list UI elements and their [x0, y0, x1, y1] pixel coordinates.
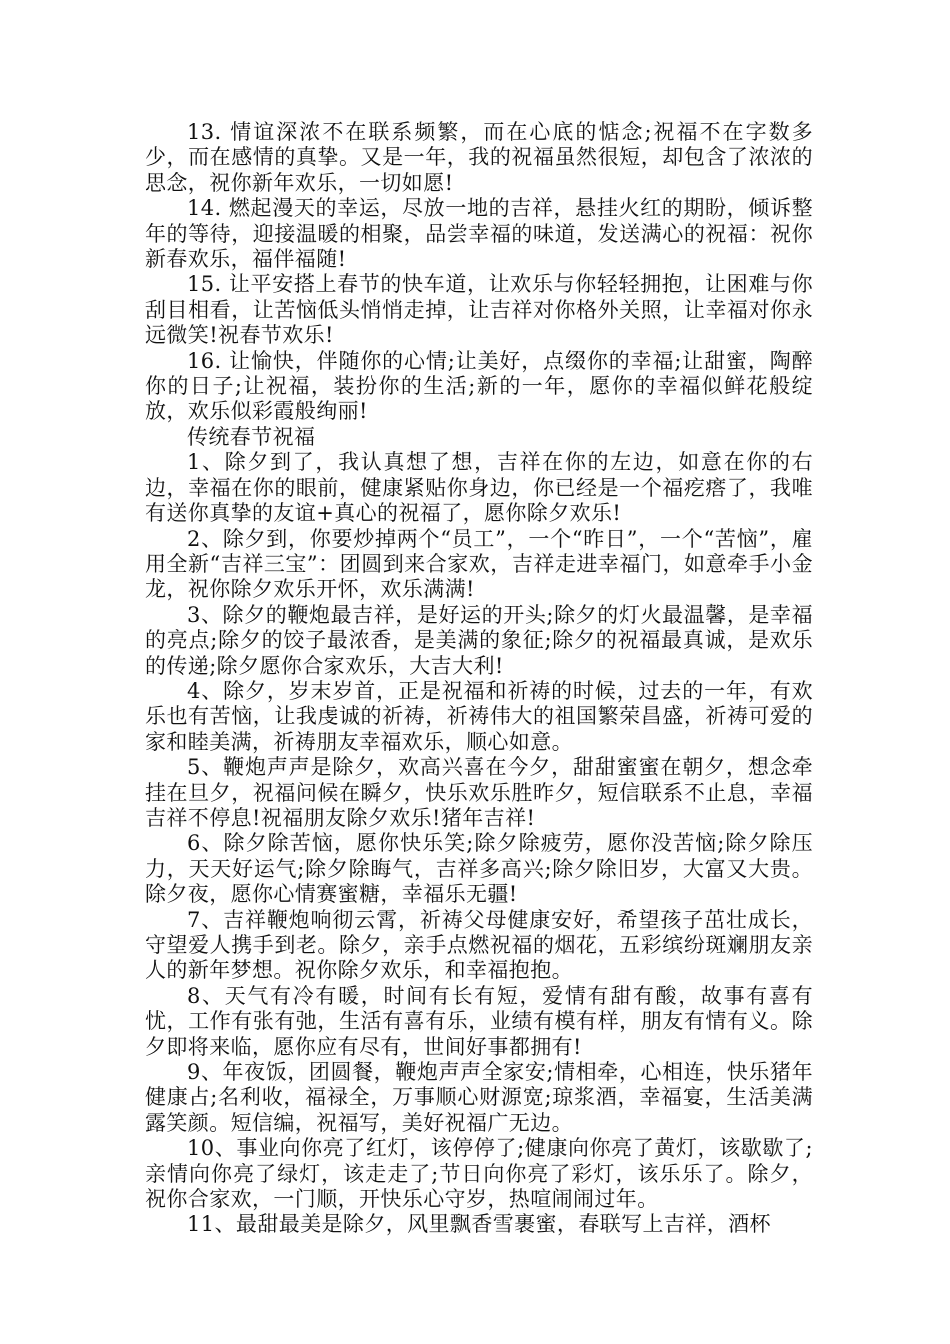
blessing-7: 7、吉祥鞭炮响彻云霄，祈祷父母健康安好，希望孩子茁壮成长，守望爱人携手到老。除夕，亲手点燃祝福的烟花，五彩缤纷斑斓朋友亲人的新年梦想。祝你除夕欢乐，和幸福抱抱。 [145, 907, 813, 983]
blessing-8: 8、天气有冷有暖，时间有长有短，爱情有甜有酸，故事有喜有忧，工作有张有弛，生活有喜有乐，业绩有模有样，朋友有情有义。除夕即将来临，愿你应有尽有，世间好事都拥有! [145, 983, 813, 1059]
blessing-1: 1、除夕到了，我认真想了想，吉祥在你的左边，如意在你的右边，幸福在你的眼前，健康紧贴你身边，你已经是一个福疙瘩了，我唯有送你真挚的友谊+真心的祝福了，愿你除夕欢乐! [145, 450, 813, 526]
blessing-6: 6、除夕除苦恼，愿你快乐笑;除夕除疲劳，愿你没苦恼;除夕除压力，天天好运气;除夕除晦气，吉祥多高兴;除夕除旧岁，大富又大贵。除夕夜，愿你心情赛蜜糖，幸福乐无疆! [145, 831, 813, 907]
section-heading: 传统春节祝福 [187, 424, 316, 449]
paragraph-13: 13. 情谊深浓不在联系频繁，而在心底的惦念;祝福不在字数多少，而在感情的真挚。又是一年，我的祝福虽然很短，却包含了浓浓的思念，祝你新年欢乐，一切如愿! [145, 120, 813, 195]
blessing-10: 10、事业向你亮了红灯，该停停了;健康向你亮了黄灯，该歇歇了;亲情向你亮了绿灯，该走走了;节日向你亮了彩灯，该乐乐了。除夕，祝你合家欢，一门顺，开快乐心守岁，热喧闹闹过年。 [145, 1136, 813, 1212]
blessing-5: 5、鞭炮声声是除夕，欢高兴喜在今夕，甜甜蜜蜜在朝夕，想念牵挂在旦夕，祝福问候在瞬夕，快乐欢乐胜昨夕，短信联系不止息，幸福吉祥不停息!祝福朋友除夕欢乐!猪年吉祥! [145, 755, 813, 830]
blessing-11: 11、最甜最美是除夕，风里飘香雪裹蜜，春联写上吉祥，酒杯 [187, 1212, 771, 1237]
blessing-4: 4、除夕，岁末岁首，正是祝福和祈祷的时候，过去的一年，有欢乐也有苦恼，让我虔诚的祈祷，祈祷伟大的祖国繁荣昌盛，祈祷可爱的家和睦美满，祈祷朋友幸福欢乐，顺心如意。 [145, 678, 813, 754]
blessing-3: 3、除夕的鞭炮最吉祥，是好运的开头;除夕的灯火最温馨，是幸福的亮点;除夕的饺子最浓香，是美满的象征;除夕的祝福最真诚，是欢乐的传递;除夕愿你合家欢乐，大吉大利! [145, 602, 813, 678]
blessing-2: 2、除夕到，你要炒掉两个“员工”，一个“昨日”，一个“苦恼”，雇用全新“吉祥三宝”：团圆到来合家欢，吉祥走进幸福门，如意牵手小金龙，祝你除夕欢乐开怀，欢乐满满! [145, 526, 813, 602]
document-body [145, 120, 813, 1238]
paragraph-16: 16. 让愉快，伴随你的心情;让美好，点缀你的幸福;让甜蜜，陶醉你的日子;让祝福，装扮你的生活;新的一年，愿你的幸福似鲜花般绽放，欢乐似彩霞般绚丽! [145, 348, 813, 424]
paragraph-15: 15. 让平安搭上春节的快车道，让欢乐与你轻轻拥抱，让困难与你刮目相看，让苦恼低头悄悄走掉，让吉祥对你格外关照，让幸福对你永远微笑!祝春节欢乐! [145, 272, 813, 348]
paragraph-14: 14. 燃起漫天的幸运，尽放一地的吉祥，悬挂火红的期盼，倾诉整年的等待，迎接温暖的相聚，品尝幸福的味道，发送满心的祝福：祝你新春欢乐，福伴福随! [145, 196, 813, 272]
blessing-9: 9、年夜饭，团圆餐，鞭炮声声全家安;情相牵，心相连，快乐猪年健康占;名利收，福禄全，万事顺心财源宽;琼浆酒，幸福宴，生活美满露笑颜。短信编，祝福写，美好祝福广无边。 [145, 1060, 813, 1135]
